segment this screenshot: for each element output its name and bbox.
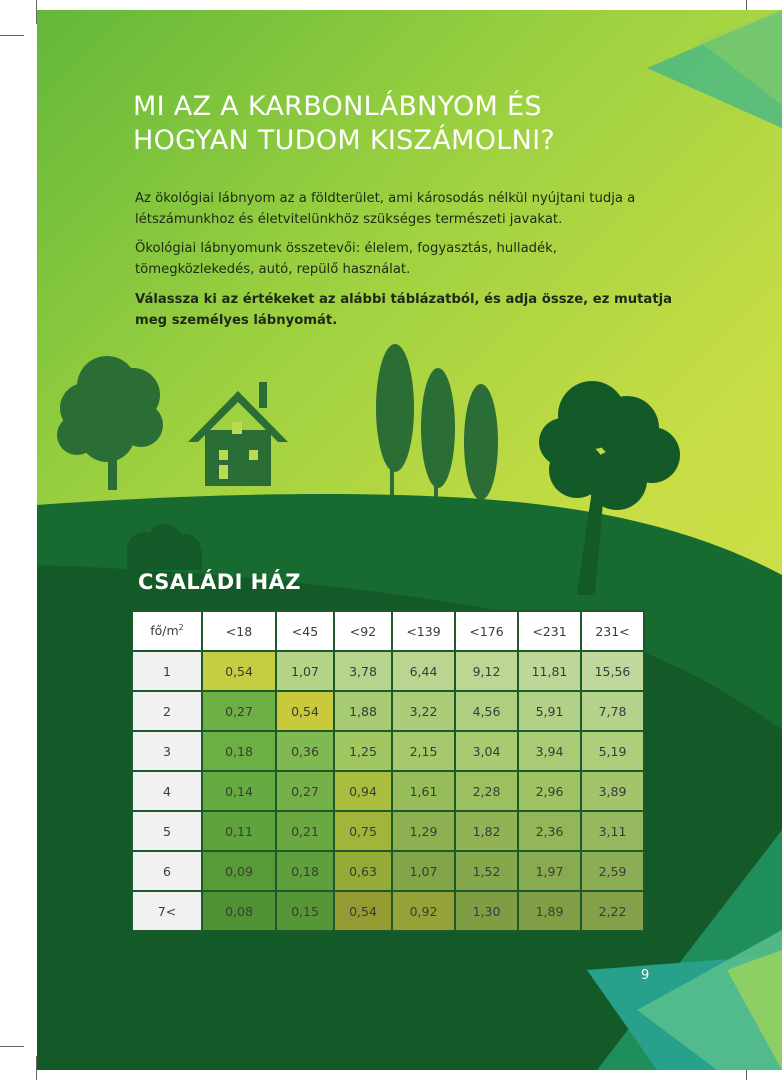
table-row [132,851,644,891]
table-cell: 3,04 [455,731,518,771]
table-row [132,811,644,851]
table-header-row [132,611,644,651]
table-cell: 1,07 [276,651,334,691]
table-row [132,651,644,691]
table-cell: 1,88 [334,691,392,731]
table-cell: 1,07 [392,851,455,891]
row-header: 6 [132,851,202,891]
table-cell: 15,56 [581,651,644,691]
table-cell: 4,56 [455,691,518,731]
table-row [132,771,644,811]
table-cell: 0,75 [334,811,392,851]
crop-mark [0,35,24,36]
table-cell: 1,61 [392,771,455,811]
table-cell: 9,12 [455,651,518,691]
section-title: CSALÁDI HÁZ [138,570,301,594]
table-cell: 3,78 [334,651,392,691]
table-cell: 0,54 [334,891,392,931]
brochure-page [37,10,782,1070]
corner-superscript: 2 [178,623,184,633]
table-cell: 1,52 [455,851,518,891]
page-number: 9 [641,968,650,983]
tree-icon [57,356,163,490]
house-icon [188,382,288,486]
table-cell: 5,19 [581,731,644,771]
title-line: HOGYAN TUDOM KISZÁMOLNI? [133,125,556,156]
row-header: 4 [132,771,202,811]
table-cell: 2,96 [518,771,581,811]
table-cell: 0,18 [276,851,334,891]
table-cell: 2,22 [581,891,644,931]
column-header: <92 [334,611,392,651]
column-header: <18 [202,611,276,651]
row-header: 3 [132,731,202,771]
table-cell: 0,15 [276,891,334,931]
table-cell: 0,21 [276,811,334,851]
table-cell: 2,15 [392,731,455,771]
table-cell: 0,92 [392,891,455,931]
table-row [132,731,644,771]
table-cell: 0,18 [202,731,276,771]
row-header: 1 [132,651,202,691]
table-cell: 0,36 [276,731,334,771]
table-cell: 11,81 [518,651,581,691]
table-cell: 2,59 [581,851,644,891]
table-row [132,891,644,931]
corner-header [132,611,202,651]
table-cell: 0,09 [202,851,276,891]
column-header: <45 [276,611,334,651]
table-row [132,691,644,731]
table-cell: 3,94 [518,731,581,771]
table-cell: 3,22 [392,691,455,731]
table-cell: 1,89 [518,891,581,931]
tree-icon [376,344,498,513]
table-cell: 2,28 [455,771,518,811]
row-header: 5 [132,811,202,851]
table-cell: 0,94 [334,771,392,811]
table-cell: 3,11 [581,811,644,851]
components-paragraph: Ökológiai lábnyomunk összetevői: élelem, fogyasztás, hulladék, tömegközlekedés, autó, repülő használat. [135,241,557,277]
table-cell: 0,54 [202,651,276,691]
table-cell: 0,27 [202,691,276,731]
column-header: 231< [581,611,644,651]
table-cell: 1,97 [518,851,581,891]
table-cell: 0,11 [202,811,276,851]
table-cell: 0,54 [276,691,334,731]
title-line: MI AZ A KARBONLÁBNYOM ÉS [133,91,542,122]
row-header: 2 [132,691,202,731]
table-cell: 2,36 [518,811,581,851]
table-cell: 1,30 [455,891,518,931]
intro-paragraph: Az ökológiai lábnyom az a földterület, ami károsodás nélkül nyújtani tudja a létszámunkhoz és életvitelünkhöz szükséges természeti javakat. [135,191,636,227]
page-title [133,90,693,158]
table-cell: 5,91 [518,691,581,731]
table-cell: 0,27 [276,771,334,811]
instruction-paragraph: Válassza ki az értékeket az alábbi táblázatból, és adja össze, ez mutatja meg személyes lábnyomát. [135,292,673,328]
footprint-table [131,610,645,932]
column-header: <139 [392,611,455,651]
table-cell: 0,08 [202,891,276,931]
table-cell: 0,14 [202,771,276,811]
row-header: 7< [132,891,202,931]
crop-mark [0,1046,24,1047]
table-cell: 0,63 [334,851,392,891]
table-cell: 1,25 [334,731,392,771]
table-cell: 7,78 [581,691,644,731]
table-cell: 1,82 [455,811,518,851]
table-cell: 6,44 [392,651,455,691]
column-header: <231 [518,611,581,651]
corner-label: fő/m [150,623,179,639]
column-header: <176 [455,611,518,651]
table-cell: 1,29 [392,811,455,851]
table-cell: 3,89 [581,771,644,811]
